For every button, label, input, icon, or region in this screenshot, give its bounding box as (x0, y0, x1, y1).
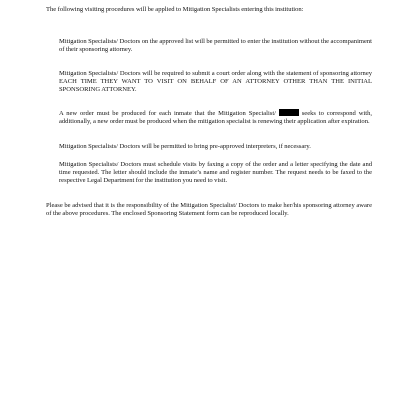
court-order-paragraph: Mitigation Specialists/ Doctors will be required to submit a court order along with the statement of sponsoring attorney EACH TIME THEY WANT TO VISIT ON BEHALF OF AN ATTORNEY OTHER THAN THE INITIAL SPONSORING ATTORNEY. (59, 70, 372, 94)
new-order-text-before: A new order must be produced for each inmate that the Mitigation Specialist/ (59, 110, 276, 117)
schedule-visits-paragraph: Mitigation Specialists/ Doctors must schedule visits by faxing a copy of the order and a letter specifying the date and time requested. The letter should include the inmate’s name and register number. The request needs to be faxed to the respective Legal Department for the institution you need to visit. (59, 161, 372, 185)
approved-list-paragraph: Mitigation Specialists/ Doctors on the approved list will be permitted to enter the institution without the accompaniment of their sponsoring attorney. (59, 38, 372, 54)
new-order-paragraph (59, 109, 372, 126)
closing-paragraph: Please be advised that it is the responsibility of the Mitigation Specialist/ Doctors to make her/his sponsoring attorney aware of the above procedures. The enclosed Sponsoring Statement form can be reproduced locally. (46, 202, 372, 218)
interpreters-paragraph: Mitigation Specialists/ Doctors will be permitted to bring pre-approved interpreters, if necessary. (59, 143, 311, 150)
new-order-text-after: seeks to correspond with, additionally, a new order must be produced when the mitigation specialist is renewing their application after expiration. (59, 110, 372, 126)
intro-paragraph: The following visiting procedures will be applied to Mitigation Specialists entering this institution: (46, 6, 304, 13)
redaction-box (279, 109, 299, 116)
